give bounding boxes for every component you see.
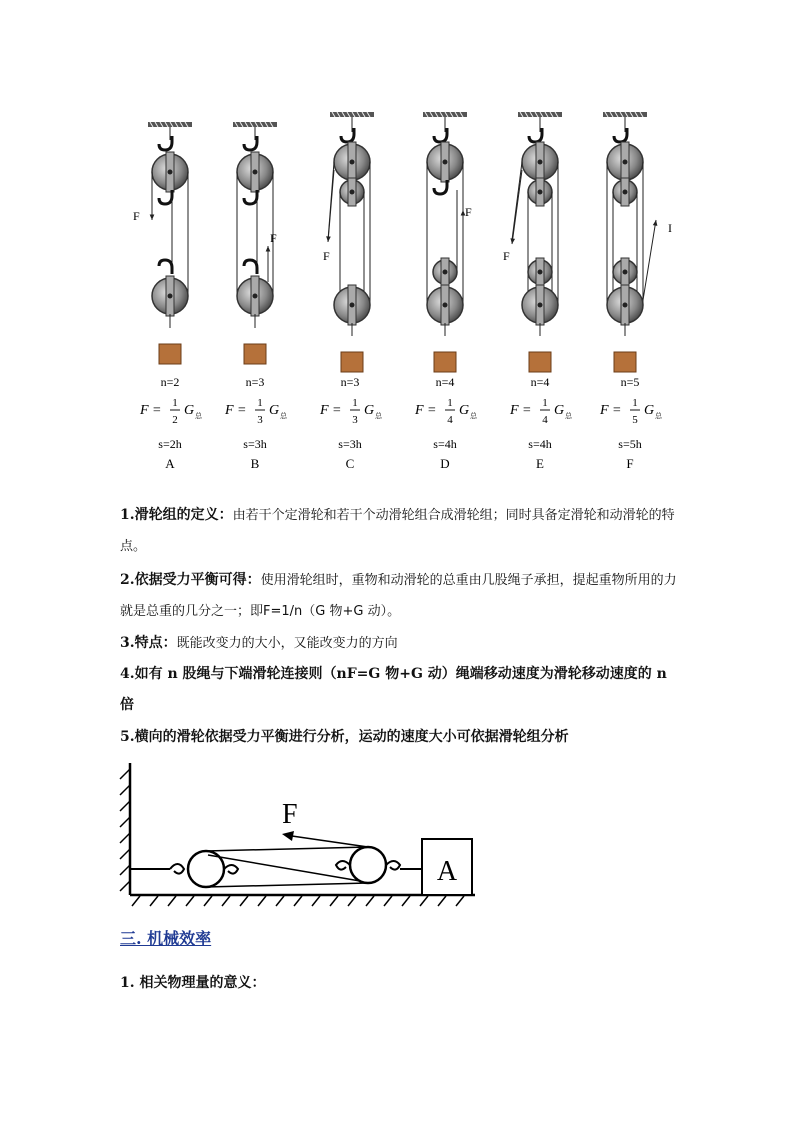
force-arrowhead: [510, 238, 515, 244]
formula-g: G: [269, 403, 280, 418]
formula-denominator: 3: [352, 414, 358, 426]
formula-prefix: F =: [415, 403, 437, 418]
pulley-axle: [623, 190, 628, 195]
pulley-axle: [623, 160, 628, 165]
n-label: n=3: [340, 375, 360, 389]
weight-block: [529, 352, 551, 372]
force-formula: [509, 397, 573, 426]
s-label: s=4h: [433, 437, 457, 451]
rope-top: [206, 847, 368, 851]
force-arrow: [285, 835, 368, 847]
force-label: F: [503, 249, 510, 263]
item-text: 如有 n 股绳与下端滑轮连接则（nF=G 物+G 动）绳端移动速度为滑轮移动速度的 n 倍: [120, 666, 667, 713]
formula-g: G: [459, 403, 470, 418]
item-text: 既能改变力的大小，又能改变力的方向: [176, 636, 398, 651]
s-label: s=4h: [528, 437, 552, 451]
horizontal-pulley-figure: [110, 755, 490, 915]
item-title: 特点：: [134, 635, 177, 651]
weight-block: [341, 352, 363, 372]
force-arrowhead: [653, 220, 658, 226]
pulley-axle: [538, 190, 543, 195]
force-label: F: [282, 799, 298, 830]
movable-pulley-hook: [336, 861, 350, 870]
item-text: 横向的滑轮依据受力平衡进行分析，运动的速度大小可依据滑轮组分析: [134, 729, 569, 745]
pulley-axle: [253, 294, 258, 299]
hook: [244, 260, 257, 274]
pulley-axle: [350, 160, 355, 165]
formula-g-sub: 总: [470, 412, 477, 420]
formula-denominator: 4: [447, 414, 453, 426]
formula-numerator: 1: [542, 397, 548, 409]
section-3-item-1: 1. 相关物理量的意义：: [120, 975, 266, 991]
formula-denominator: 2: [172, 414, 178, 426]
force-arrow: [328, 170, 334, 242]
formula-numerator: 1: [172, 397, 178, 409]
hook: [159, 260, 172, 274]
option-letter: D: [440, 456, 450, 471]
force-label: F: [323, 249, 330, 263]
option-letter: E: [536, 456, 544, 471]
weight-block: [434, 352, 456, 372]
force-arrow: [643, 220, 656, 300]
formula-g-sub: 总: [565, 412, 572, 420]
item-number: 2.: [120, 572, 135, 588]
formula-numerator: 1: [632, 397, 638, 409]
option-letter: C: [345, 456, 355, 471]
n-label: n=4: [530, 375, 550, 389]
formula-prefix: F =: [225, 403, 247, 418]
s-label: s=3h: [243, 437, 267, 451]
item-number: 5.: [120, 729, 135, 745]
pulley-axle: [168, 170, 173, 175]
pulley-axle: [443, 303, 448, 308]
item-3-features: [120, 628, 680, 659]
formula-g-sub: 总: [195, 412, 202, 420]
option-letter: B: [250, 456, 260, 471]
wall-hatching: [120, 769, 130, 891]
ground-hatching: [132, 896, 464, 906]
item-1-definition: [120, 500, 680, 562]
force-formula: [139, 397, 203, 426]
s-label: s=5h: [618, 437, 642, 451]
force-formula: [414, 397, 478, 426]
right-hook: [386, 861, 400, 870]
option-letter: A: [165, 456, 175, 471]
pulley-axle: [253, 170, 258, 175]
force-formula: [319, 397, 383, 426]
pulley-axle: [443, 160, 448, 165]
item-5-horizontal: [120, 722, 680, 753]
pulley-axle: [623, 303, 628, 308]
force-arrowhead: [266, 246, 271, 252]
item-2-force-balance: [120, 565, 680, 627]
n-label: n=4: [435, 375, 455, 389]
n-label: n=5: [620, 375, 640, 389]
pulley-axle: [538, 270, 543, 275]
formula-g: G: [554, 403, 565, 418]
formula-g: G: [364, 403, 375, 418]
formula-prefix: F =: [320, 403, 342, 418]
block-a-label: A: [436, 856, 458, 887]
movable-pulley: [350, 847, 386, 883]
item-text: 由若干个定滑轮和若干个动滑轮组合成滑轮组；同时具备定滑轮和动滑轮的特点。: [120, 508, 675, 554]
pulley-axle: [350, 303, 355, 308]
item-4-speed: [120, 659, 680, 721]
pulley-axle: [350, 190, 355, 195]
fixed-pulley-hook: [224, 865, 238, 874]
formula-denominator: 5: [632, 414, 638, 426]
left-hook: [170, 864, 184, 874]
force-arrow: [512, 170, 522, 244]
pulley-axle: [538, 303, 543, 308]
formula-numerator: 1: [447, 397, 453, 409]
item-number: 1.: [120, 507, 135, 523]
weight-block: [159, 344, 181, 364]
pulley-axle: [538, 160, 543, 165]
pulley-systems-figure: [0, 100, 794, 480]
s-label: s=2h: [158, 437, 182, 451]
n-label: n=3: [245, 375, 265, 389]
n-label: n=2: [160, 375, 180, 389]
formula-g-sub: 总: [375, 412, 382, 420]
force-formula: [599, 397, 663, 426]
item-title: 依据受力平衡可得：: [134, 572, 261, 588]
item-number: 4.: [120, 666, 135, 682]
pulley-axle: [168, 294, 173, 299]
rope: [512, 162, 522, 240]
formula-numerator: 1: [257, 397, 263, 409]
formula-denominator: 3: [257, 414, 263, 426]
formula-g: G: [644, 403, 655, 418]
item-title: 滑轮组的定义：: [134, 507, 233, 523]
weight-block: [244, 344, 266, 364]
item-number: 3.: [120, 635, 135, 651]
force-label: I: [668, 221, 672, 235]
force-label: F: [270, 231, 277, 245]
formula-prefix: F =: [510, 403, 532, 418]
force-label: F: [465, 205, 472, 219]
formula-g-sub: 总: [655, 412, 662, 420]
force-arrowhead: [150, 214, 155, 220]
formula-prefix: F =: [600, 403, 622, 418]
formula-g-sub: 总: [280, 412, 287, 420]
formula-denominator: 4: [542, 414, 548, 426]
s-label: s=3h: [338, 437, 362, 451]
option-letter: F: [626, 456, 634, 471]
pulley-axle: [623, 270, 628, 275]
item-text: 使用滑轮组时，重物和动滑轮的总重由几股绳子承担，提起重物所用的力就是总重的几分之一；即F=1/n（G 物+G 动）。: [120, 573, 677, 619]
weight-block: [614, 352, 636, 372]
formula-prefix: F =: [140, 403, 162, 418]
pulley-axle: [443, 270, 448, 275]
force-formula: [224, 397, 288, 426]
section-3-heading: 三. 机械效率: [120, 929, 212, 948]
force-label: F: [133, 209, 140, 223]
formula-numerator: 1: [352, 397, 358, 409]
force-arrowhead: [282, 831, 294, 841]
formula-g: G: [184, 403, 195, 418]
rope-bottom: [206, 883, 368, 887]
